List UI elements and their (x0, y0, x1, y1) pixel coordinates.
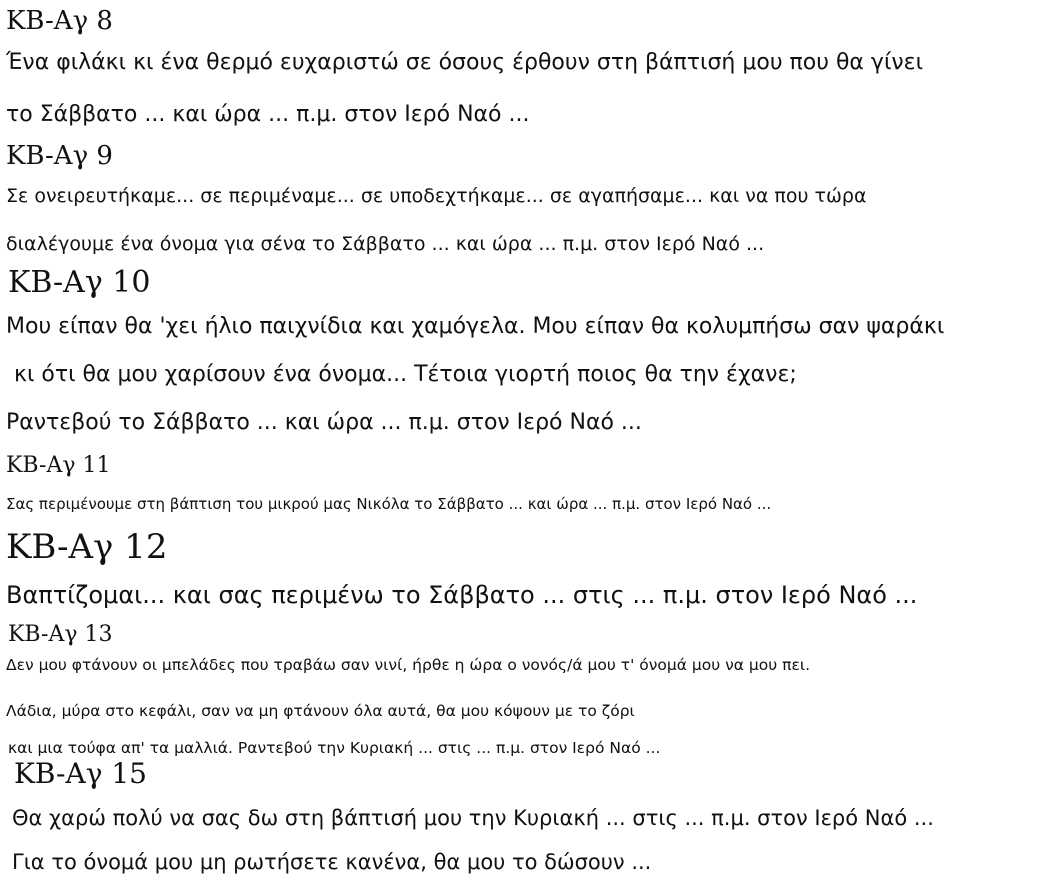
entry-code: KB-Αγ 11 (6, 453, 111, 478)
entry-text-line: Ραντεβού το Σάββατο ... και ώρα ... π.μ. στον Ιερό Ναό ... (6, 410, 642, 435)
entry-text-line: κι ότι θα μου χαρίσουν ένα όνομα... Τέτοια γιορτή ποιος θα την έχανε; (14, 362, 797, 387)
entry-code: KB-Αγ 15 (14, 757, 147, 790)
entry-text-line: Σας περιμένουμε στη βάπτιση του μικρού μας Νικόλα το Σάββατο ... και ώρα ... π.μ. στον Ιερό Ναό ... (6, 495, 772, 513)
entry-text-line: και μια τούφα απ' τα μαλλιά. Ραντεβού την Κυριακή ... στις ... π.μ. στον Ιερό Ναό ... (8, 739, 661, 757)
entry-text-line: το Σάββατο ... και ώρα ... π.μ. στον Ιερό Ναό ... (6, 102, 530, 127)
entry-text-line: Σε ονειρευτήκαμε... σε περιμέναμε... σε υποδεχτήκαμε... σε αγαπήσαμε... και να που τώρα (6, 185, 867, 207)
entry-text-line: Ένα φιλάκι κι ένα θερμό ευχαριστώ σε όσους έρθουν στη βάπτισή μου που θα γίνει (6, 50, 924, 75)
entry-text-line: Μου είπαν θα 'χει ήλιο παιχνίδια και χαμόγελα. Μου είπαν θα κολυμπήσω σαν ψαράκι (6, 314, 945, 339)
entry-text-line: Βαπτίζομαι... και σας περιμένω το Σάββατο ... στις ... π.μ. στον Ιερό Ναό ... (6, 581, 918, 609)
entry-text-line: Για το όνομά μου μη ρωτήσετε κανένα, θα μου το δώσουν ... (12, 850, 652, 874)
entry-text-line: Λάδια, μύρα στο κεφάλι, σαν να μη φτάνουν όλα αυτά, θα μου κόψουν με το ζόρι (6, 702, 635, 720)
entry-text-line: Θα χαρώ πολύ να σας δω στη βάπτισή μου την Κυριακή ... στις ... π.μ. στον Ιερό Ναό ... (12, 806, 934, 830)
entry-text-line: διαλέγουμε ένα όνομα για σένα το Σάββατο ... και ώρα ... π.μ. στον Ιερό Ναό ... (6, 233, 765, 255)
entry-code: KB-Αγ 9 (6, 141, 113, 171)
entry-code: KB-Αγ 10 (8, 265, 151, 300)
entry-code: KB-Αγ 8 (6, 6, 113, 36)
entry-code: KB-Αγ 12 (6, 527, 168, 567)
entry-code: KB-Αγ 13 (8, 622, 113, 647)
entry-text-line: Δεν μου φτάνουν οι μπελάδες που τραβάω σαν νινί, ήρθε η ώρα ο νονός/ά μου τ' όνομά μου να μου πει. (6, 656, 811, 674)
